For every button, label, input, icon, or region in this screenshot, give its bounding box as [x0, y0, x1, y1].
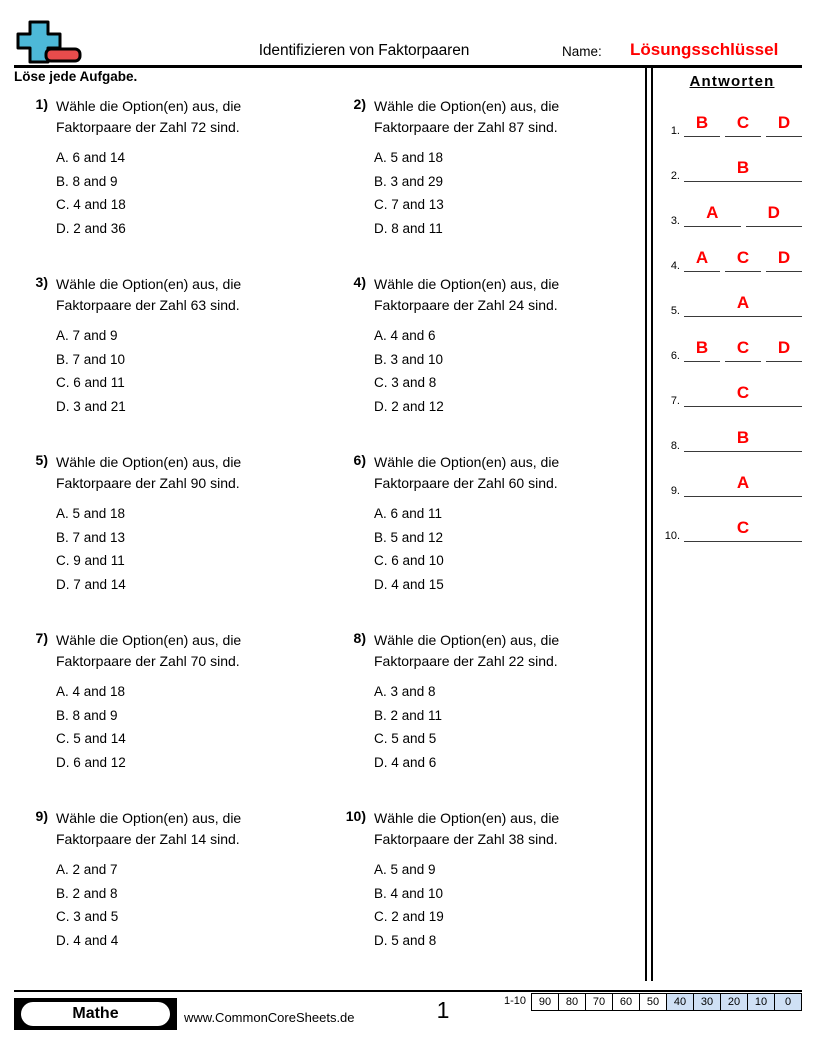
question-option[interactable]: B. 7 and 13	[56, 529, 126, 545]
answer-slot[interactable]: C	[725, 112, 761, 137]
answer-slot[interactable]: C	[684, 517, 802, 542]
footer-divider	[14, 990, 802, 992]
question-number: 6)	[353, 452, 366, 468]
answers-list	[658, 92, 806, 542]
subject-badge-label: Mathe	[21, 1002, 170, 1026]
website-url: www.CommonCoreSheets.de	[184, 1010, 355, 1025]
answer-slot[interactable]: B	[684, 337, 720, 362]
question-option[interactable]: B. 7 and 10	[56, 351, 126, 367]
question-option[interactable]: D. 3 and 21	[56, 398, 126, 414]
question-item	[18, 96, 318, 240]
answer-slots	[684, 292, 802, 317]
answers-panel	[658, 66, 806, 542]
question-option[interactable]: D. 5 and 8	[374, 932, 437, 948]
question-row	[0, 808, 645, 986]
answer-slots	[684, 427, 802, 452]
answer-slot[interactable]: B	[684, 427, 802, 452]
answer-row	[658, 227, 806, 272]
question-options	[56, 858, 318, 952]
answer-key-badge: Lösungsschlüssel	[630, 40, 779, 59]
page-title: Identifizieren von Faktorpaaren	[258, 42, 470, 59]
score-scale-cells	[531, 993, 802, 1011]
score-scale-cell: 50	[640, 994, 667, 1010]
name-label: Name:	[562, 44, 602, 59]
question-item	[18, 274, 318, 418]
answer-slots	[684, 112, 802, 137]
question-number: 10)	[345, 808, 366, 824]
score-scale-cell: 0	[775, 994, 801, 1010]
question-option[interactable]: A. 3 and 8	[374, 684, 436, 699]
question-option[interactable]: B. 4 and 10	[374, 885, 444, 901]
question-body	[56, 96, 318, 240]
question-option[interactable]: A. 4 and 6	[374, 328, 436, 343]
answer-slot[interactable]: B	[684, 112, 720, 137]
answer-slots	[684, 517, 802, 542]
score-scale-cell: 40	[667, 994, 694, 1010]
question-body	[374, 808, 636, 952]
question-option[interactable]: A. 5 and 18	[56, 506, 126, 521]
score-scale	[504, 993, 802, 1011]
question-text: Wähle die Option(en) aus, die Faktorpaare der Zahl 90 sind.	[56, 454, 242, 491]
answer-slot[interactable]: D	[766, 247, 802, 272]
answer-slot[interactable]: C	[725, 247, 761, 272]
answer-slots	[684, 382, 802, 407]
score-scale-cell: 70	[586, 994, 613, 1010]
question-option[interactable]: D. 4 and 6	[374, 754, 437, 770]
score-scale-cell: 10	[748, 994, 775, 1010]
score-scale-cell: 30	[694, 994, 721, 1010]
question-body	[374, 96, 636, 240]
question-number: 3)	[35, 274, 48, 290]
question-number: 7)	[35, 630, 48, 646]
question-option[interactable]: D. 4 and 15	[374, 576, 444, 592]
answer-row-number: 6.	[670, 350, 680, 362]
question-item	[18, 452, 318, 596]
answer-row	[658, 317, 806, 362]
answer-row-number: 10.	[664, 530, 680, 542]
question-option[interactable]: B. 8 and 9	[56, 707, 118, 723]
question-option[interactable]: C. 6 and 11	[56, 375, 125, 390]
score-scale-cell: 60	[613, 994, 640, 1010]
question-option[interactable]: C. 5 and 14	[56, 731, 126, 746]
question-number: 8)	[353, 630, 366, 646]
question-option[interactable]: C. 3 and 8	[374, 375, 437, 390]
question-option[interactable]: B. 3 and 10	[374, 351, 444, 367]
question-row	[0, 630, 645, 808]
question-options	[56, 324, 318, 418]
question-number: 2)	[353, 96, 366, 112]
question-option[interactable]: D. 7 and 14	[56, 576, 126, 592]
question-item	[336, 274, 636, 418]
question-body	[374, 452, 636, 596]
question-item	[336, 96, 636, 240]
question-options	[374, 680, 636, 774]
questions-grid	[0, 96, 645, 986]
question-options	[56, 502, 318, 596]
answer-slot[interactable]: D	[746, 202, 803, 227]
question-item	[336, 452, 636, 596]
question-number: 5)	[35, 452, 48, 468]
subject-badge	[14, 998, 177, 1030]
question-option[interactable]: C. 5 and 5	[374, 731, 437, 746]
question-row	[0, 452, 645, 630]
question-option[interactable]: C. 2 and 19	[374, 909, 444, 924]
question-option[interactable]: D. 2 and 12	[374, 398, 444, 414]
question-body	[56, 452, 318, 596]
question-option[interactable]: A. 6 and 14	[56, 150, 126, 165]
question-number: 1)	[35, 96, 48, 112]
plus-minus-logo-icon	[14, 18, 90, 66]
answer-slot[interactable]: D	[766, 112, 802, 137]
answer-row	[658, 497, 806, 542]
question-body	[56, 274, 318, 418]
answer-row-number: 9.	[670, 485, 680, 497]
page-header	[14, 14, 802, 66]
question-option[interactable]: D. 4 and 4	[56, 932, 119, 948]
question-body	[56, 808, 318, 952]
answer-slot[interactable]: A	[684, 202, 741, 227]
question-option[interactable]: B. 3 and 29	[374, 173, 444, 189]
question-item	[18, 630, 318, 774]
answer-slot[interactable]: A	[684, 472, 802, 497]
question-text: Wähle die Option(en) aus, die Faktorpaare der Zahl 70 sind.	[56, 632, 242, 669]
question-item	[336, 630, 636, 774]
question-option[interactable]: A. 4 and 18	[56, 684, 126, 699]
question-option[interactable]: D. 2 and 36	[56, 220, 126, 236]
answer-row-number: 1.	[670, 125, 680, 137]
question-options	[374, 146, 636, 240]
question-text: Wähle die Option(en) aus, die Faktorpaare der Zahl 14 sind.	[56, 810, 242, 847]
answer-slots	[684, 247, 802, 272]
question-option[interactable]: C. 7 and 13	[374, 197, 444, 212]
question-item	[336, 808, 636, 952]
question-row	[0, 274, 645, 452]
score-scale-label: 1-10	[503, 995, 526, 1007]
question-text: Wähle die Option(en) aus, die Faktorpaare der Zahl 87 sind.	[374, 98, 560, 135]
answer-row	[658, 452, 806, 497]
question-option[interactable]: B. 5 and 12	[374, 529, 444, 545]
answer-row-number: 3.	[670, 215, 680, 227]
answer-slot[interactable]: A	[684, 247, 720, 272]
answer-slot[interactable]: B	[684, 157, 802, 182]
question-number: 4)	[353, 274, 366, 290]
question-option[interactable]: C. 6 and 10	[374, 553, 444, 568]
question-body	[56, 630, 318, 774]
question-option[interactable]: C. 3 and 5	[56, 909, 119, 924]
column-divider-line-2	[651, 66, 653, 981]
question-option[interactable]: A. 2 and 7	[56, 862, 118, 877]
question-options	[374, 502, 636, 596]
question-row	[0, 96, 645, 274]
answer-slot[interactable]: D	[766, 337, 802, 362]
instructions-text: Löse jede Aufgabe.	[14, 69, 138, 84]
answer-row	[658, 182, 806, 227]
answer-slot[interactable]: A	[684, 292, 802, 317]
question-body	[374, 274, 636, 418]
question-option[interactable]: C. 9 and 11	[56, 553, 125, 568]
answer-row	[658, 92, 806, 137]
score-scale-cell: 80	[559, 994, 586, 1010]
question-options	[374, 324, 636, 418]
answer-slots	[684, 202, 802, 227]
question-option[interactable]: B. 2 and 8	[56, 885, 118, 901]
score-scale-cell: 90	[532, 994, 559, 1010]
question-number: 9)	[35, 808, 48, 824]
question-text: Wähle die Option(en) aus, die Faktorpaare der Zahl 38 sind.	[374, 810, 560, 847]
answer-row-number: 8.	[670, 440, 680, 452]
question-options	[56, 680, 318, 774]
question-option[interactable]: B. 8 and 9	[56, 173, 118, 189]
answer-slot[interactable]: C	[725, 337, 761, 362]
question-option[interactable]: A. 7 and 9	[56, 328, 118, 343]
question-options	[374, 858, 636, 952]
question-option[interactable]: B. 2 and 11	[374, 707, 443, 723]
question-body	[374, 630, 636, 774]
question-option[interactable]: A. 6 and 11	[374, 506, 443, 521]
answer-row-number: 4.	[670, 260, 680, 272]
question-option[interactable]: C. 4 and 18	[56, 197, 126, 212]
answer-row-number: 2.	[670, 170, 680, 182]
question-text: Wähle die Option(en) aus, die Faktorpaare der Zahl 22 sind.	[374, 632, 560, 669]
answer-slots	[684, 157, 802, 182]
answer-row	[658, 272, 806, 317]
score-scale-cell: 20	[721, 994, 748, 1010]
question-option[interactable]: A. 5 and 9	[374, 862, 436, 877]
question-text: Wähle die Option(en) aus, die Faktorpaare der Zahl 72 sind.	[56, 98, 242, 135]
answer-row-number: 5.	[670, 305, 680, 317]
answer-slot[interactable]: C	[684, 382, 802, 407]
question-option[interactable]: D. 8 and 11	[374, 220, 443, 236]
column-divider-line-1	[645, 66, 647, 981]
question-text: Wähle die Option(en) aus, die Faktorpaare der Zahl 63 sind.	[56, 276, 242, 313]
answer-row	[658, 407, 806, 452]
question-text: Wähle die Option(en) aus, die Faktorpaare der Zahl 60 sind.	[374, 454, 560, 491]
answer-row	[658, 362, 806, 407]
answer-slots	[684, 472, 802, 497]
question-item	[18, 808, 318, 952]
answer-row	[658, 137, 806, 182]
answers-heading: Antworten	[689, 73, 775, 90]
page-number: 1	[436, 997, 450, 1023]
question-text: Wähle die Option(en) aus, die Faktorpaare der Zahl 24 sind.	[374, 276, 560, 313]
question-option[interactable]: D. 6 and 12	[56, 754, 126, 770]
question-options	[56, 146, 318, 240]
answer-row-number: 7.	[670, 395, 680, 407]
question-option[interactable]: A. 5 and 18	[374, 150, 444, 165]
answer-slots	[684, 337, 802, 362]
